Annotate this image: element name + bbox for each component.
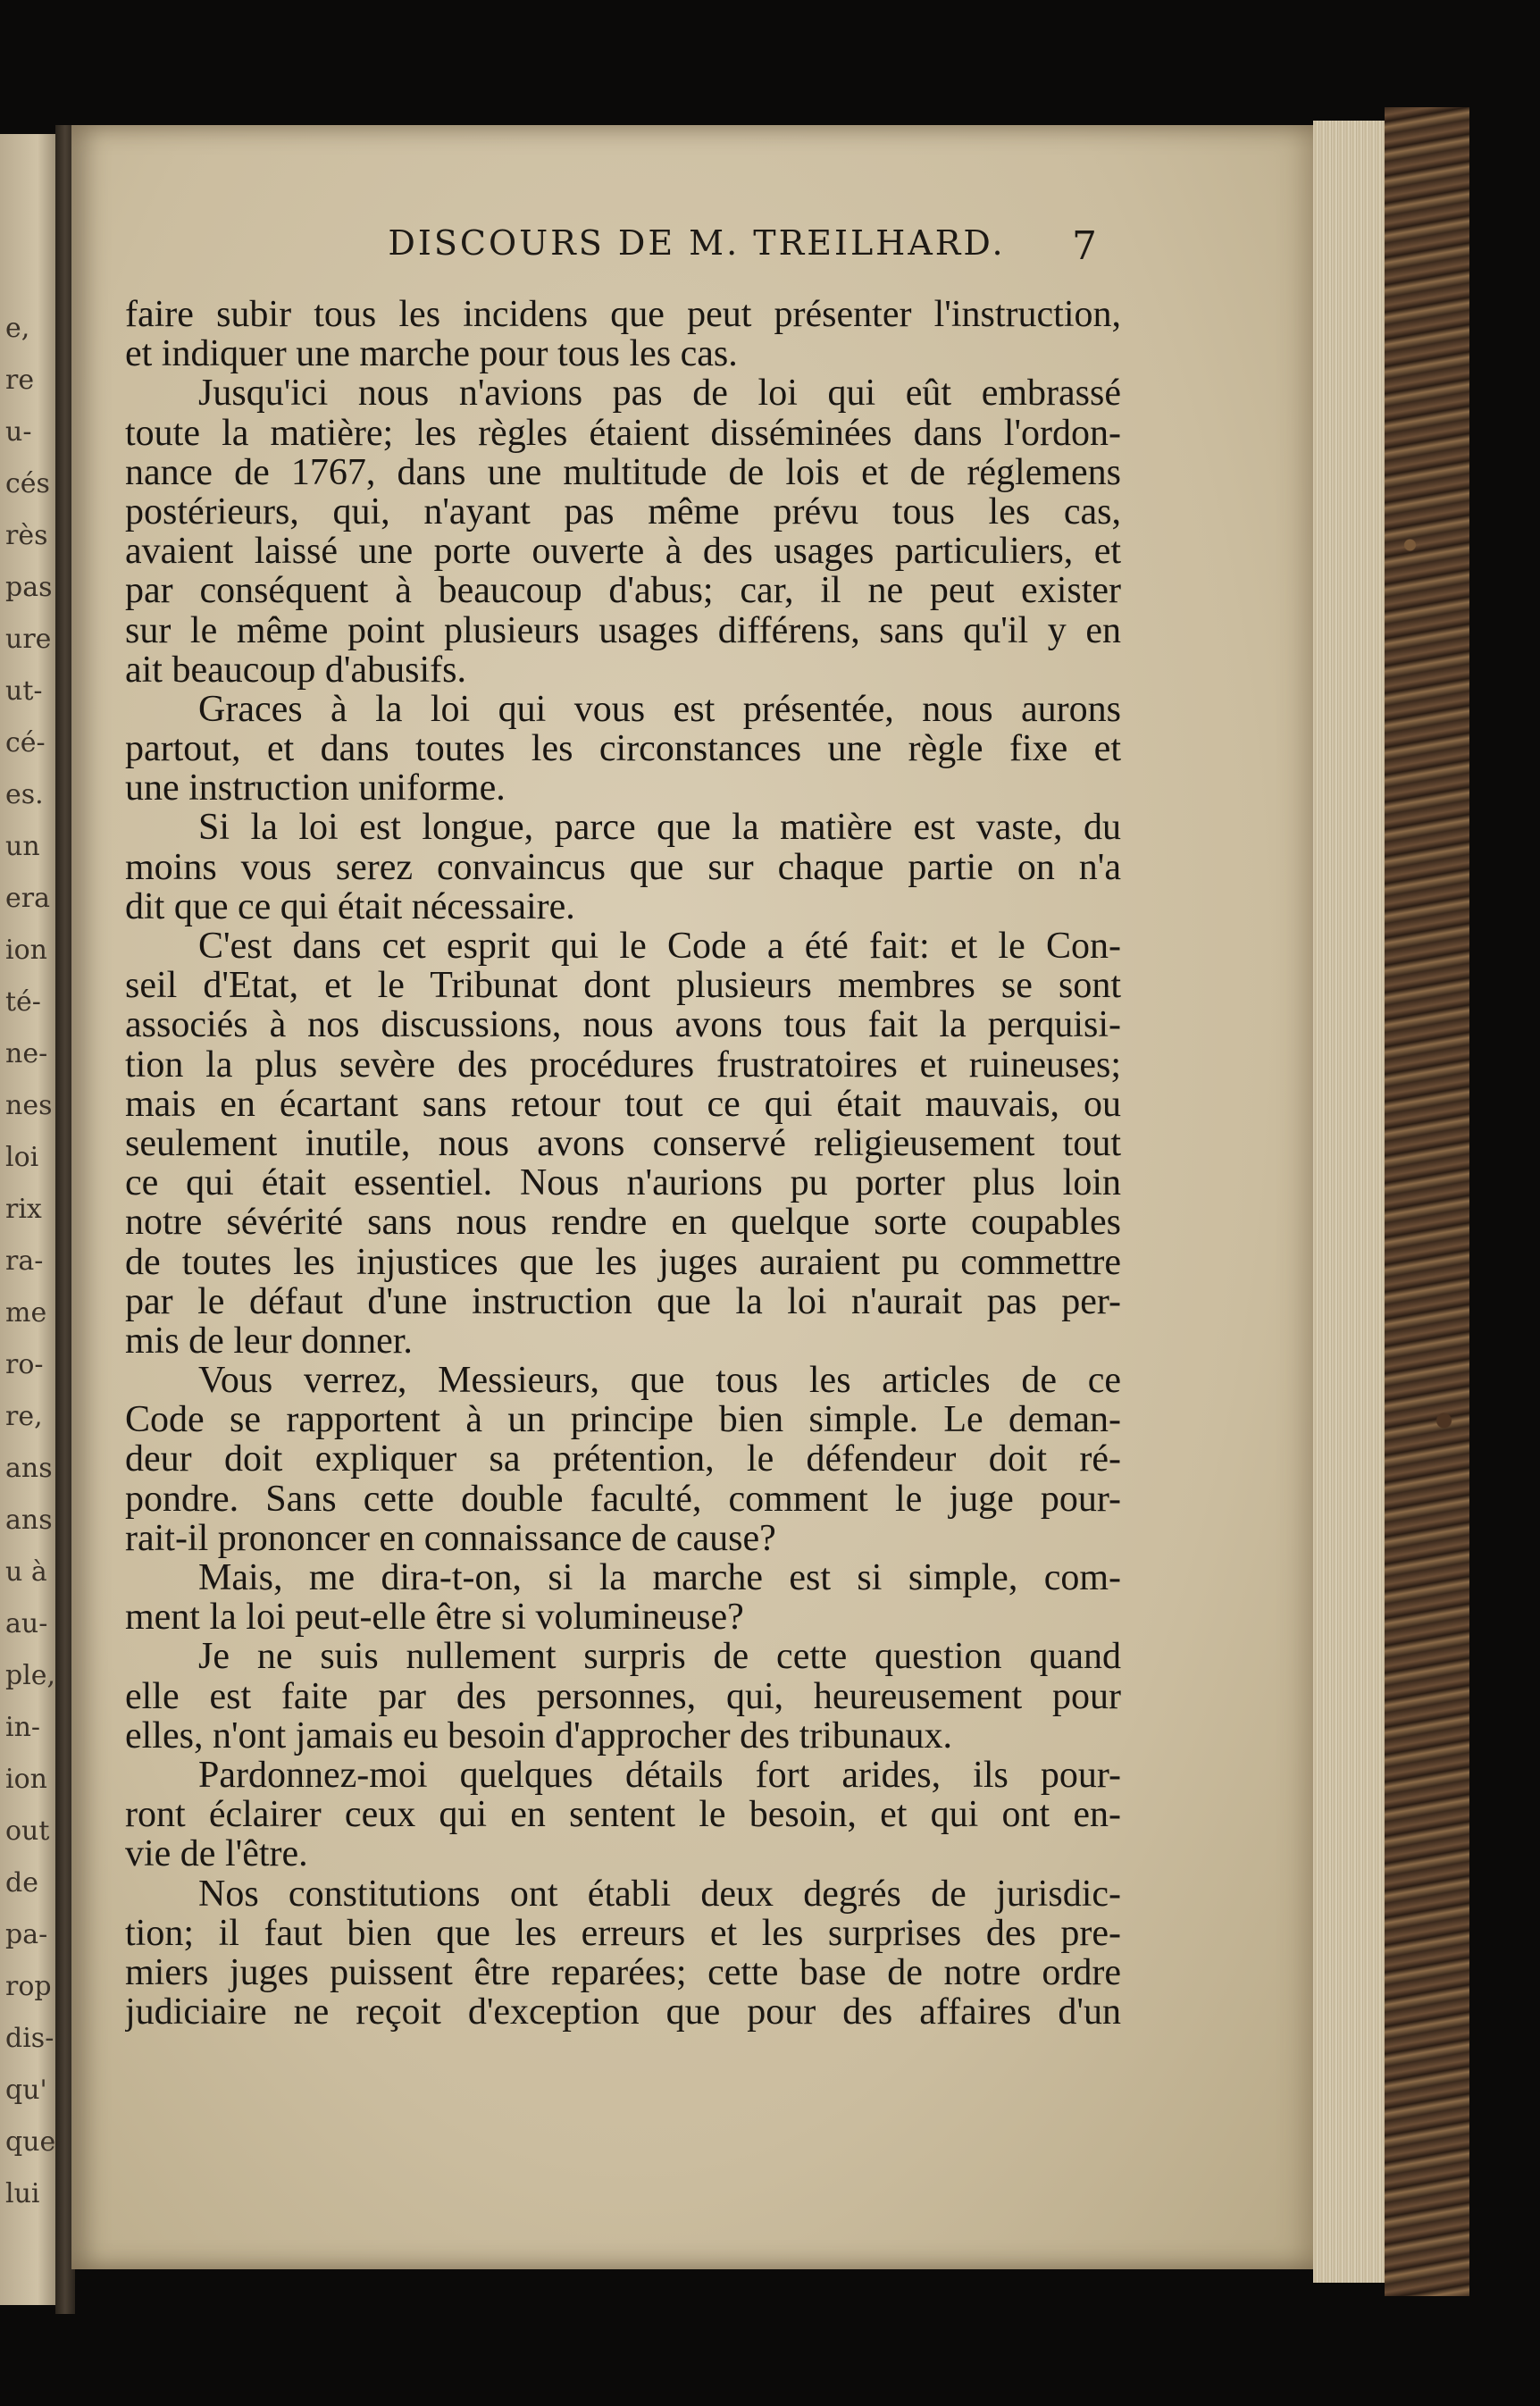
margin-fragment: ans — [5, 1453, 53, 1484]
text-line: tion la plus sevère des procédures frustratoires et ruineuses; — [125, 1044, 1121, 1085]
text-line: toute la matière; les règles étaient disséminées dans l'ordon- — [125, 413, 1121, 453]
page-number: 7 — [1072, 223, 1097, 269]
text-line: judiciaire ne reçoit d'exception que pour des affaires d'un — [125, 1992, 1121, 2033]
margin-fragment: ion — [5, 1764, 47, 1795]
body-text — [125, 295, 1121, 2032]
margin-fragment: dis- — [5, 2023, 54, 2054]
text-line: pondre. Sans cette double faculté, comment le juge pour- — [125, 1479, 1121, 1519]
text-line: C'est dans cet esprit qui le Code a été fait: et le Con- — [198, 926, 1121, 967]
margin-fragment: es. — [5, 779, 44, 810]
margin-fragment: in- — [5, 1712, 41, 1743]
margin-fragment: loi — [5, 1142, 39, 1173]
text-line: elle est faite par des personnes, qui, heureusement pour — [125, 1676, 1121, 1716]
margin-fragment: ans — [5, 1505, 53, 1536]
text-line: vie de l'être. — [125, 1834, 308, 1874]
margin-fragment: out — [5, 1815, 50, 1847]
text-line: par le défaut d'une instruction que la loi n'aurait pas per- — [125, 1281, 1121, 1321]
text-line: tion; il faut bien que les erreurs et les surprises des pre- — [125, 1913, 1121, 1953]
margin-fragment: ure — [5, 624, 52, 655]
text-line: miers juges puissent être reparées; cette base de notre ordre — [125, 1952, 1121, 1993]
margin-fragment: u à — [5, 1556, 47, 1588]
margin-fragment: rès — [5, 520, 48, 551]
margin-fragment: té- — [5, 986, 41, 1018]
text-line: partout, et dans toutes les circonstances une règle fixe et — [125, 729, 1121, 769]
text-line: Mais, me dira-t-on, si la marche est si simple, com- — [198, 1558, 1121, 1598]
text-line: ce qui était essentiel. Nous n'aurions pu porter plus loin — [125, 1163, 1121, 1203]
margin-fragment: e, — [5, 313, 30, 344]
margin-fragment: ut- — [5, 675, 43, 707]
text-line: seulement inutile, nous avons conservé religieusement tout — [125, 1123, 1121, 1164]
margin-fragment: qu' — [5, 2075, 47, 2106]
running-head — [71, 223, 1322, 263]
text-line: nance de 1767, dans une multitude de lois et de réglemens — [125, 452, 1121, 492]
text-line: deur doit expliquer sa prétention, le défendeur doit ré- — [125, 1439, 1121, 1480]
margin-fragment: u- — [5, 416, 32, 448]
text-line: ait beaucoup d'abusifs. — [125, 650, 466, 690]
text-line: Graces à la loi qui vous est présentée, nous aurons — [198, 689, 1121, 730]
text-line: Je ne suis nullement surpris de cette question quand — [198, 1637, 1121, 1677]
text-line: postérieurs, qui, n'ayant pas même prévu tous les cas, — [125, 491, 1121, 532]
running-head-title: DISCOURS DE M. TREILHARD. — [388, 223, 1006, 263]
margin-fragment: ra- — [5, 1245, 44, 1277]
facing-page — [0, 134, 63, 2305]
text-line: Jusqu'ici nous n'avions pas de loi qui eût embrassé — [198, 373, 1121, 414]
margin-fragment: ple, — [5, 1660, 56, 1691]
text-line: Si la loi est longue, parce que la matière est vaste, du — [198, 808, 1121, 848]
text-line: seil d'Etat, et le Tribunat dont plusieurs membres se sont — [125, 966, 1121, 1006]
text-line: par conséquent à beaucoup d'abus; car, il ne peut exister — [125, 571, 1121, 611]
margin-fragment: ro- — [5, 1349, 44, 1380]
text-line: mais en écartant sans retour tout ce qui était mauvais, ou — [125, 1084, 1121, 1124]
text-line: associés à nos discussions, nous avons tous fait la perquisi- — [125, 1005, 1121, 1045]
margin-fragment: ne- — [5, 1038, 48, 1069]
text-line: elles, n'ont jamais eu besoin d'approcher des tribunaux. — [125, 1715, 953, 1756]
margin-fragment: re, — [5, 1401, 43, 1432]
margin-fragment: rop — [5, 1971, 52, 2002]
text-line: Vous verrez, Messieurs, que tous les articles de ce — [198, 1361, 1121, 1401]
text-line: moins vous serez convaincus que sur chaque partie on n'a — [125, 847, 1121, 887]
text-line: avaient laissé une porte ouverte à des usages particuliers, et — [125, 532, 1121, 572]
margin-fragment: un — [5, 831, 40, 862]
margin-fragment: pas — [5, 572, 53, 603]
margin-fragment: era — [5, 883, 50, 914]
page-edges — [1313, 121, 1385, 2283]
marbled-cover — [1385, 107, 1469, 2296]
margin-fragment: cé- — [5, 727, 46, 759]
text-line: une instruction uniforme. — [125, 768, 506, 809]
text-line: notre sévérité sans nous rendre en quelque sorte coupables — [125, 1203, 1121, 1243]
margin-fragment: ion — [5, 935, 47, 966]
margin-fragment: re — [5, 365, 35, 396]
text-line: et indiquer une marche pour tous les cas. — [125, 334, 738, 374]
text-line: Code se rapportent à un principe bien simple. Le deman- — [125, 1400, 1121, 1440]
text-line: de toutes les injustices que les juges auraient pu commettre — [125, 1242, 1121, 1282]
margin-fragment: lui — [5, 2178, 40, 2209]
text-line: mis de leur donner. — [125, 1320, 413, 1362]
text-line: Nos constitutions ont établi deux degrés de jurisdic- — [198, 1874, 1121, 1914]
text-line: faire subir tous les incidens que peut présenter l'instruction, — [125, 295, 1121, 335]
text-line: rait-il prononcer en connaissance de cause? — [125, 1518, 776, 1558]
margin-fragment: nes — [5, 1090, 53, 1121]
text-line: sur le même point plusieurs usages différens, sans qu'il y en — [125, 610, 1121, 650]
margin-fragment: de — [5, 1867, 38, 1899]
margin-fragment: me — [5, 1297, 47, 1329]
margin-fragment: que — [5, 2126, 56, 2158]
margin-fragment: rix — [5, 1194, 42, 1225]
margin-fragment: cés — [5, 468, 50, 499]
text-line: Pardonnez-moi quelques détails fort arides, ils pour- — [198, 1755, 1121, 1796]
text-line: ment la loi peut-elle être si volumineuse? — [125, 1597, 744, 1638]
text-line: dit que ce qui était nécessaire. — [125, 886, 575, 926]
margin-fragment: pa- — [5, 1919, 48, 1950]
text-line: ront éclairer ceux qui en sentent le besoin, et qui ont en- — [125, 1795, 1121, 1835]
margin-fragment: au- — [5, 1608, 48, 1639]
